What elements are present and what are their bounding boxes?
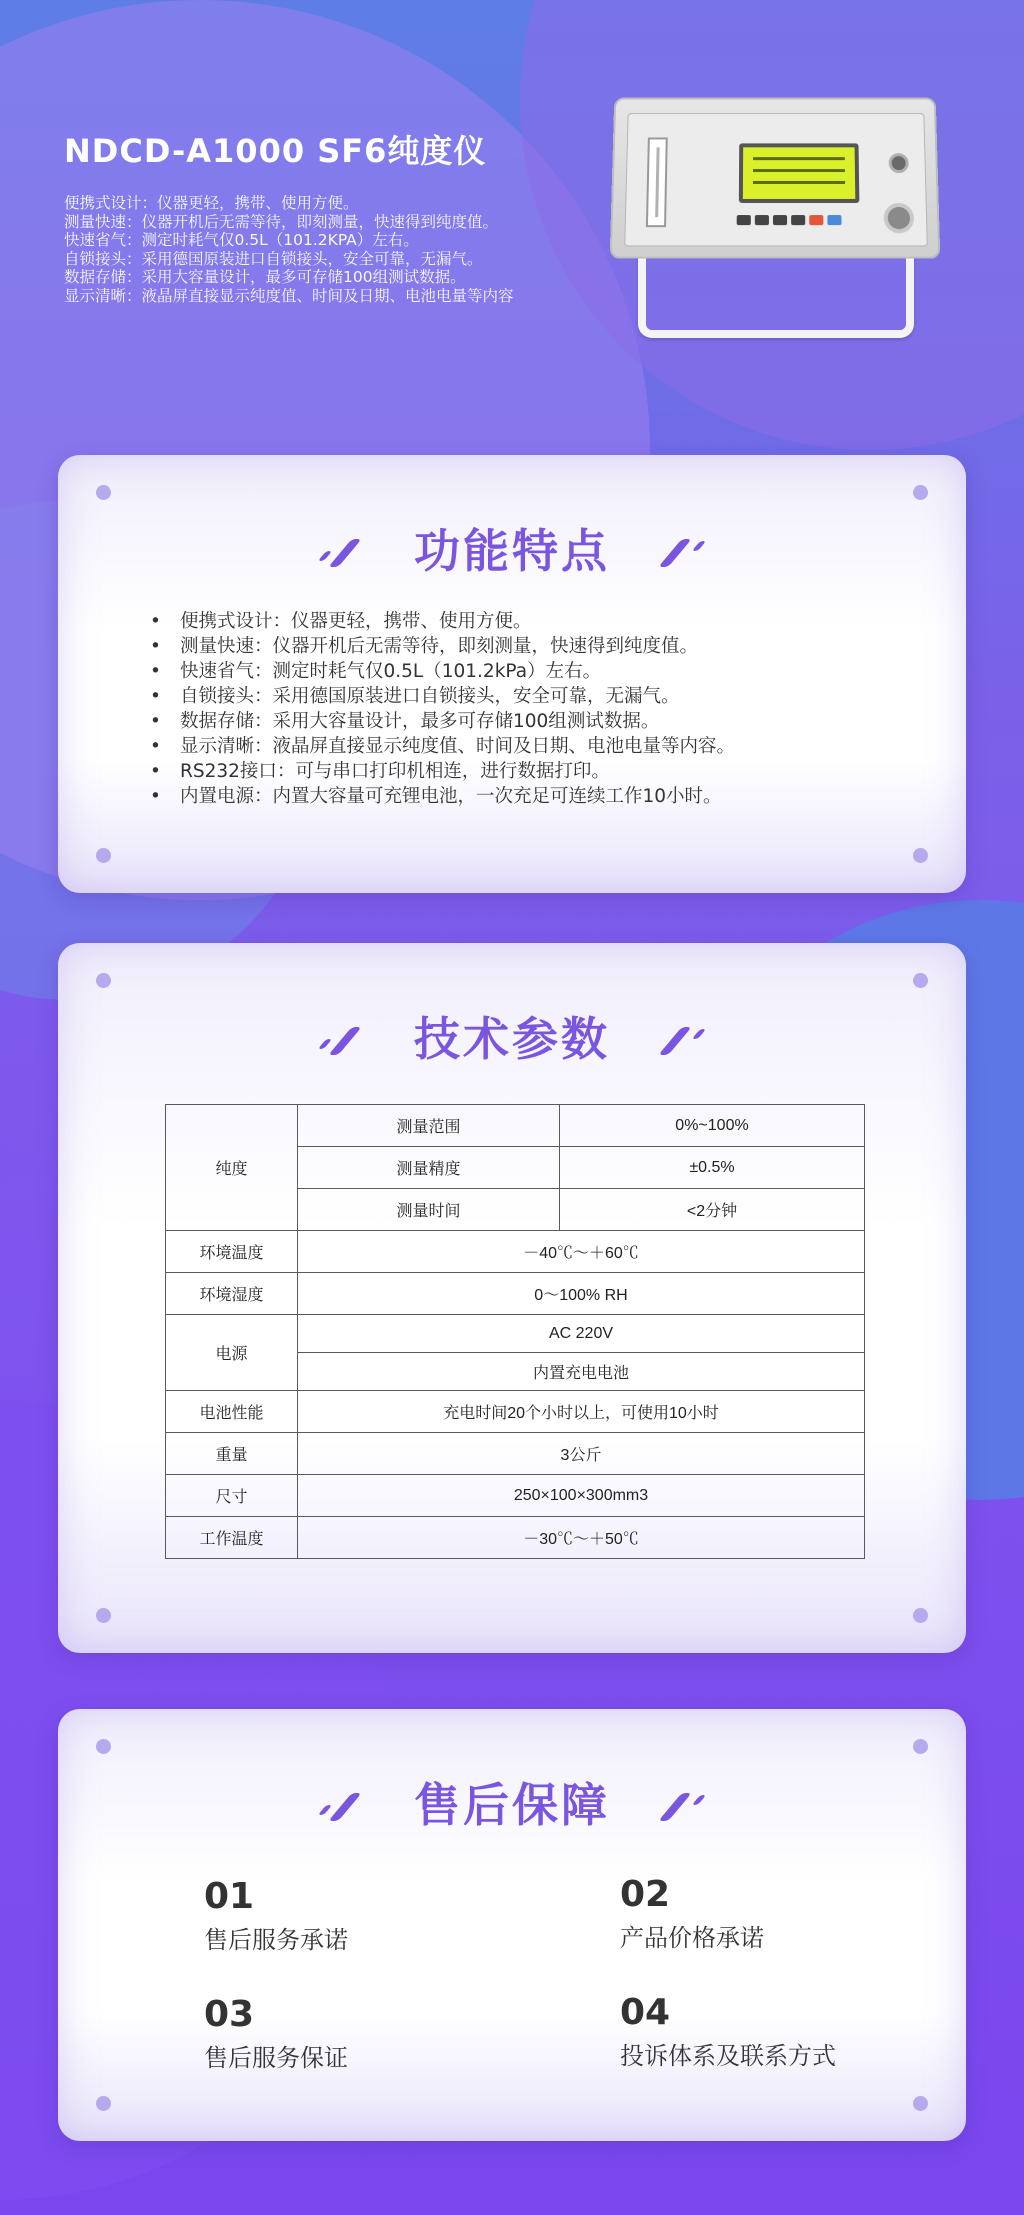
lcd-screen-icon [739,143,860,203]
feature-item: • 显示清晰：液晶屏直接显示纯度值、时间及日期、电池电量等内容。 [136,734,735,759]
feature-item: • 快速省气：测定时耗气仅0.5L（101.2kPa）左右。 [136,659,735,684]
service-number: 03 [204,1994,255,2035]
decor-dot [96,1608,111,1623]
service-item [620,1873,764,1953]
spec-value: －30℃～＋50℃ [298,1517,865,1559]
hero-banner [0,0,1024,400]
slash-decoration-icon [316,539,372,563]
flow-gauge-icon [646,137,668,227]
features-card [58,455,966,893]
hero-feature-line: 便携式设计：仪器更轻，携带、使用方便。 [64,194,359,212]
feature-item: • 测量快速：仪器开机后无需等待，即刻测量，快速得到纯度值。 [136,634,735,659]
valve-knob-icon [883,203,914,233]
product-image [612,96,938,340]
feature-list [136,609,735,809]
table-row [166,1517,865,1559]
service-item [204,1993,348,2073]
spec-value: 3公斤 [298,1433,865,1475]
table-row [166,1433,865,1475]
slash-decoration-icon [316,1027,372,1051]
service-item [204,1875,348,1955]
service-item [620,1991,836,2071]
table-row [166,1475,865,1517]
service-label: 投诉体系及联系方式 [620,2042,836,2070]
spec-value: 0%~100% [560,1105,865,1147]
table-row [166,1273,865,1315]
section-header [58,521,966,581]
section-title: 技术参数 [414,1012,610,1066]
spec-value: 充电时间20个小时以上，可使用10小时 [298,1391,865,1433]
decor-dot [913,2096,928,2111]
tech-specs-card [58,943,966,1653]
spec-label: 重量 [166,1433,298,1475]
table-row [166,1315,865,1353]
table-row [166,1105,865,1147]
service-label: 售后服务承诺 [204,1926,348,1954]
device-handle [638,246,914,338]
decor-dot [96,2096,111,2111]
device-keypad [737,215,842,225]
feature-item: • 数据存储：采用大容量设计，最多可存储100组测试数据。 [136,709,735,734]
section-header [58,1009,966,1069]
section-title: 功能特点 [414,524,610,578]
service-label: 产品价格承诺 [620,1924,764,1952]
slash-decoration-icon [660,1027,716,1051]
hero-feature-line: 显示清晰：液晶屏直接显示纯度值、时间及日期、电池电量等内容 [64,286,514,305]
hero-feature-line: 测量快速：仪器开机后无需等待，即刻测量，快速得到纯度值。 [64,212,499,231]
device-body [610,98,941,259]
decor-dot [96,1739,111,1754]
spec-label: 纯度 [166,1105,298,1231]
section-title: 售后保障 [414,1778,610,1832]
service-label: 售后服务保证 [204,2044,348,2072]
feature-item: • 自锁接头：采用德国原装进口自锁接头，安全可靠，无漏气。 [136,684,735,709]
hero-feature-line: 数据存储：采用大容量设计，最多可存储100组测试数据。 [64,268,466,286]
section-header [58,1775,966,1835]
service-number: 04 [620,1992,671,2033]
decor-dot [913,1739,928,1754]
decor-dot [913,485,928,500]
feature-item: • RS232接口：可与串口打印机相连，进行数据打印。 [136,759,735,784]
hero-feature-list [64,194,514,305]
spec-value: 内置充电电池 [298,1353,865,1391]
feature-item: • 内置电源：内置大容量可充锂电池，一次充足可连续工作10小时。 [136,784,735,809]
spec-sublabel: 测量范围 [298,1105,560,1147]
table-row [166,1391,865,1433]
decor-dot [913,973,928,988]
decor-dot [96,973,111,988]
spec-table [165,1104,865,1559]
gas-port-icon [889,153,909,173]
spec-label: 尺寸 [166,1475,298,1517]
spec-value: ±0.5% [560,1147,865,1189]
device-panel [624,113,928,246]
slash-decoration-icon [660,1793,716,1817]
feature-item: • 便携式设计：仪器更轻，携带、使用方便。 [136,609,735,634]
service-number: 01 [204,1876,255,1917]
spec-sublabel: 测量精度 [298,1147,560,1189]
spec-value: <2分钟 [560,1189,865,1231]
spec-value: AC 220V [298,1315,865,1353]
spec-value: 0～100% RH [298,1273,865,1315]
spec-label: 环境湿度 [166,1273,298,1315]
product-title: NDCD-A1000 SF6纯度仪 [64,132,487,170]
decor-dot [913,1608,928,1623]
hero-feature-line: 快速省气：测定时耗气仅0.5L（101.2KPA）左右。 [64,231,419,249]
service-number: 02 [620,1874,671,1915]
spec-label: 环境温度 [166,1231,298,1273]
table-row [166,1231,865,1273]
decor-dot [96,848,111,863]
decor-dot [913,848,928,863]
spec-sublabel: 测量时间 [298,1189,560,1231]
slash-decoration-icon [660,539,716,563]
spec-value: －40℃～＋60℃ [298,1231,865,1273]
decor-dot [96,485,111,500]
spec-value: 250×100×300mm3 [298,1475,865,1517]
spec-label: 电池性能 [166,1391,298,1433]
spec-label: 电源 [166,1315,298,1391]
spec-label: 工作温度 [166,1517,298,1559]
hero-feature-line: 自锁接头：采用德国原装进口自锁接头，安全可靠，无漏气。 [64,249,483,268]
after-sales-card [58,1709,966,2141]
slash-decoration-icon [316,1793,372,1817]
